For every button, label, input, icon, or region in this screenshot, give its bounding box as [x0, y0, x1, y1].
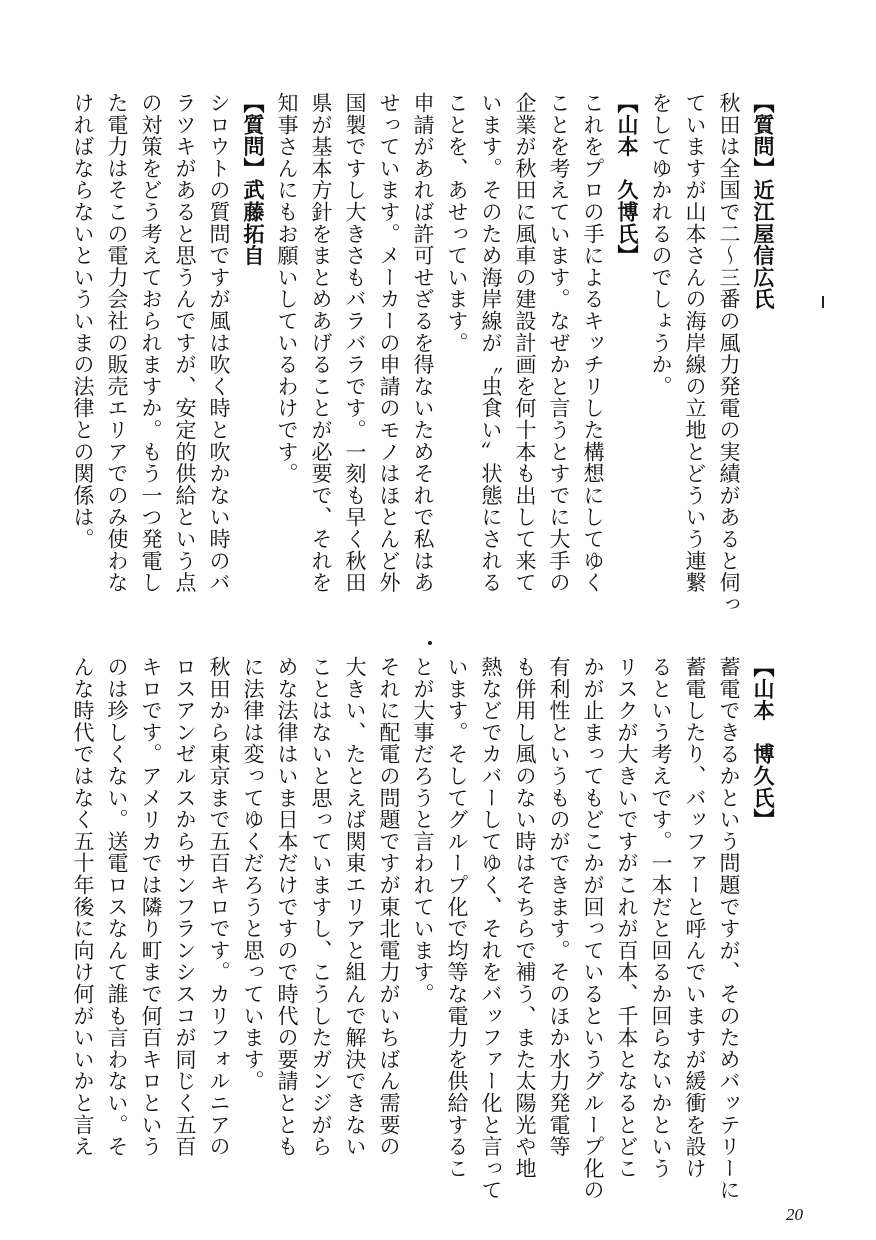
- text-column: せっています。メーカーの申請のモノはほとんど外: [377, 92, 401, 594]
- text-column: も併用し風のない時はそちらで補う、また太陽光や地: [513, 656, 537, 1180]
- text-column: ければならないといういまの法律との関係は。: [71, 92, 95, 550]
- text-column: 知事さんにもお願いしているわけです。: [275, 92, 299, 485]
- text-column: 熱などでカバーしてゆく、それをバッファー化と言って: [479, 656, 503, 1201]
- text-column: とが大事だろうと言われています。: [411, 656, 435, 1005]
- text-column: 【質問】武藤拓自: [241, 92, 265, 267]
- text-column: それに配電の問題ですが東北電力がいちばん需要の: [377, 656, 401, 1158]
- text-column: 蓄電したり、バッファーと呼んでいますが緩衝を設け: [683, 656, 707, 1180]
- text-column: に法律は変ってゆくだろうと思っています。: [241, 656, 265, 1092]
- text-column: これをプロの手によるキッチリした構想にしてゆく: [581, 92, 605, 594]
- text-column: 【山本 博久氏】: [751, 656, 775, 831]
- page-number: 20: [786, 1205, 803, 1224]
- text-column: 【質問】近江屋信広氏: [751, 92, 775, 310]
- text-column: ことはないと思っていますし、こうしたガンジがら: [309, 656, 333, 1158]
- text-column: かが止まってもどこかが回っているというグループ化の: [581, 656, 605, 1201]
- text-column: のは珍しくない。送電ロスなんて誰も言わない。そ: [105, 656, 129, 1158]
- text-column: ていますが山本さんの海岸線の立地とどういう連繋: [683, 92, 707, 594]
- text-column: 秋田は全国で二〜三番の風力発電の実績があると伺っ: [717, 92, 741, 616]
- text-column: 蓄電できるかという問題ですが、そのためバッテリーに: [717, 656, 741, 1201]
- text-column: 【山本 久博氏】: [615, 92, 639, 267]
- text-column: 申請があれば許可せざるを得ないためそれで私はあ: [411, 92, 435, 594]
- text-column: 県が基本方針をまとめあげることが必要で、それを: [309, 92, 333, 594]
- text-column: ことを考えています。なぜかと言うとすでに大手の: [547, 92, 571, 594]
- text-column: めな法律はいま日本だけですので時代の要請ととも: [275, 656, 299, 1158]
- text-column: た電力はそこの電力会社の販売エリアでのみ使わな: [105, 92, 129, 594]
- text-column: います。そのため海岸線が〝虫食い〟状態にされる: [479, 92, 503, 594]
- text-column: の対策をどう考えておられますか。もう一つ発電し: [139, 92, 163, 594]
- text-column: ロスアンゼルスからサンフランシスコが同じく五百: [173, 656, 197, 1158]
- text-column: るという考えです。一本だと回るか回らないかという: [649, 656, 673, 1180]
- scan-speck: [428, 641, 432, 645]
- text-column: キロです。アメリカでは隣り町まで何百キロという: [139, 656, 163, 1158]
- text-column: ラツキがあると思うんですが、安定的供給という点: [173, 92, 197, 594]
- text-column: います。そしてグループ化で均等な電力を供給するこ: [445, 656, 469, 1180]
- text-column: をしてゆかれるのでしょうか。: [649, 92, 673, 398]
- scan-speck: [822, 296, 824, 308]
- text-column: 大きい、たとえば関東エリアと組んで解決できない: [343, 656, 367, 1158]
- text-column: んな時代ではなく五十年後に向け何がいいかと言え: [71, 656, 95, 1158]
- text-column: 国製ですし大きさもバラバラです。一刻も早く秋田: [343, 92, 367, 594]
- text-column: リスクが大きいですがこれが百本、千本となるとどこ: [615, 656, 639, 1180]
- text-column: 秋田から東京まで五百キロです。カリフォルニアの: [207, 656, 231, 1158]
- text-column: 企業が秋田に風車の建設計画を何十本も出して来て: [513, 92, 537, 594]
- text-column: ことを、あせっています。: [445, 92, 469, 354]
- text-column: 有利性というものができます。そのほか水力発電等: [547, 656, 571, 1158]
- text-column: シロウトの質問ですが風は吹く時と吹かない時のバ: [207, 92, 231, 594]
